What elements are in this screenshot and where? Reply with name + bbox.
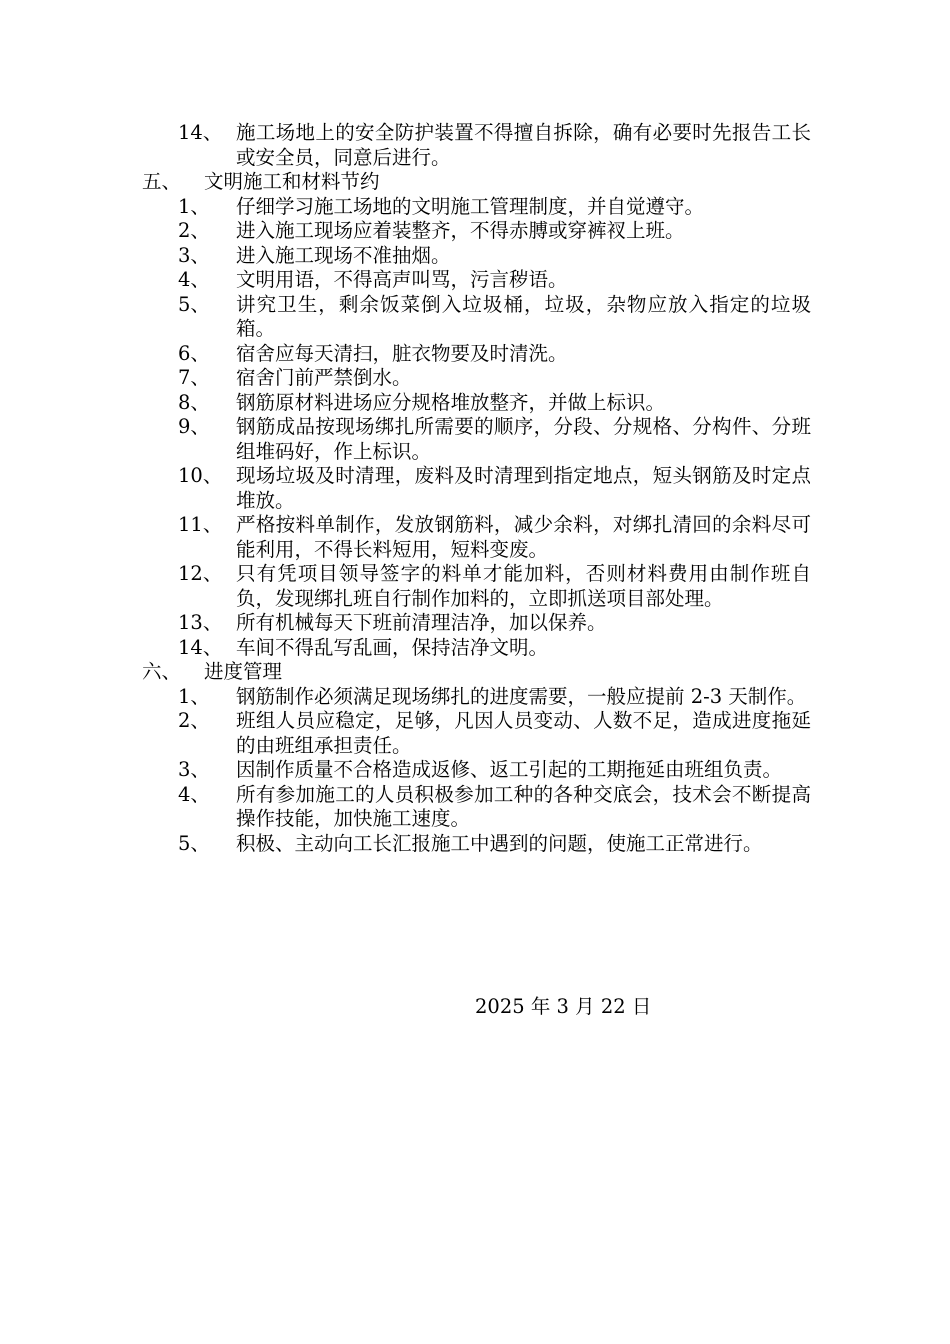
list-item: [178, 415, 812, 464]
list-item: [178, 391, 812, 416]
item-text: 现场垃圾及时清理，废料及时清理到指定地点，短头钢筋及时定点堆放。: [236, 464, 811, 512]
list-item: [178, 268, 812, 293]
list-item: [178, 832, 812, 857]
list-item: [178, 121, 812, 170]
item-text: 所有参加施工的人员积极参加工种的各种交底会，技术会不断提高操作技能，加快施工速度。: [236, 782, 811, 830]
item-number: 14、: [178, 121, 223, 144]
item-text: 施工场地上的安全防护装置不得擅自拆除，确有必要时先报告工长或安全员，同意后进行。: [236, 121, 811, 169]
item-number: 7、: [178, 366, 210, 389]
list-item: [178, 342, 812, 367]
list-item: [178, 709, 812, 758]
item-number: 13、: [178, 611, 223, 634]
section-number: 五、: [142, 170, 182, 193]
item-text: 文明用语，不得高声叫骂，污言秽语。: [236, 268, 568, 291]
item-text: 进入施工现场应着装整齐，不得赤膊或穿裤衩上班。: [236, 219, 685, 242]
item-number: 12、: [178, 562, 223, 585]
document-body: [140, 121, 812, 856]
list-item: [178, 513, 812, 562]
list-item: [178, 636, 812, 661]
item-number: 8、: [178, 390, 210, 414]
list-item: [178, 562, 812, 611]
item-text: 宿舍应每天清扫，脏衣物要及时清洗。: [236, 341, 568, 365]
item-text: 积极、主动向工长汇报施工中遇到的问题，使施工正常进行。: [236, 831, 763, 855]
item-text: 所有机械每天下班前清理洁净，加以保养。: [236, 611, 607, 634]
item-text: 严格按料单制作，发放钢筋料，减少余料，对绑扎清回的余料尽可能利用，不得长料短用，短料变废。: [236, 513, 811, 561]
document-date: 2025 年 3 月 22 日: [475, 995, 652, 1018]
item-text: 进入施工现场不准抽烟。: [236, 243, 451, 267]
list-item: [178, 685, 812, 710]
item-text: 宿舍门前严禁倒水。: [236, 366, 412, 389]
item-number: 2、: [178, 709, 210, 732]
section-heading-6: [142, 660, 812, 685]
list-item: [178, 758, 812, 783]
item-number: 4、: [178, 268, 210, 291]
section-number: 六、: [142, 660, 182, 683]
item-text: 班组人员应稳定，足够，凡因人员变动、人数不足，造成进度拖延的由班组承担责任。: [236, 709, 811, 757]
item-number: 3、: [178, 758, 210, 781]
item-text: 只有凭项目领导签字的料单才能加料，否则材料费用由制作班自负，发现绑扎班自行制作加料的，立即抓送项目部处理。: [236, 562, 811, 610]
item-number: 4、: [178, 782, 210, 806]
list-item: [178, 219, 812, 244]
item-number: 1、: [178, 194, 210, 218]
item-text: 车间不得乱写乱画，保持洁净文明。: [236, 635, 549, 659]
item-number: 14、: [178, 635, 223, 659]
item-text: 因制作质量不合格造成返修、返工引起的工期拖延由班组负责。: [236, 758, 783, 781]
list-item: [178, 195, 812, 220]
list-item: [178, 366, 812, 391]
item-number: 5、: [178, 292, 210, 316]
section-title: 进度管理: [204, 660, 283, 683]
item-text: 仔细学习施工场地的文明施工管理制度，并自觉遵守。: [236, 194, 705, 218]
section-heading-5: [142, 170, 812, 195]
item-number: 11、: [178, 513, 223, 536]
list-item: [178, 783, 812, 832]
item-text: 钢筋制作必须满足现场绑扎的进度需要，一般应提前 2-3 天制作。: [236, 684, 807, 708]
item-text: 钢筋成品按现场绑扎所需要的顺序，分段、分规格、分构件、分班组堆码好，作上标识。: [236, 415, 811, 463]
list-item: [178, 244, 812, 269]
item-number: 2、: [178, 219, 210, 242]
item-number: 10、: [178, 464, 223, 487]
item-text: 讲究卫生，剩余饭菜倒入垃圾桶，垃圾，杂物应放入指定的垃圾箱。: [236, 292, 811, 340]
list-item: [178, 293, 812, 342]
item-text: 钢筋原材料进场应分规格堆放整齐，并做上标识。: [236, 390, 666, 414]
list-item: [178, 464, 812, 513]
item-number: 9、: [178, 415, 210, 438]
item-number: 6、: [178, 341, 210, 365]
item-number: 1、: [178, 684, 210, 708]
list-item: [178, 611, 812, 636]
item-number: 5、: [178, 831, 210, 855]
item-number: 3、: [178, 243, 210, 267]
section-title: 文明施工和材料节约: [204, 170, 380, 193]
